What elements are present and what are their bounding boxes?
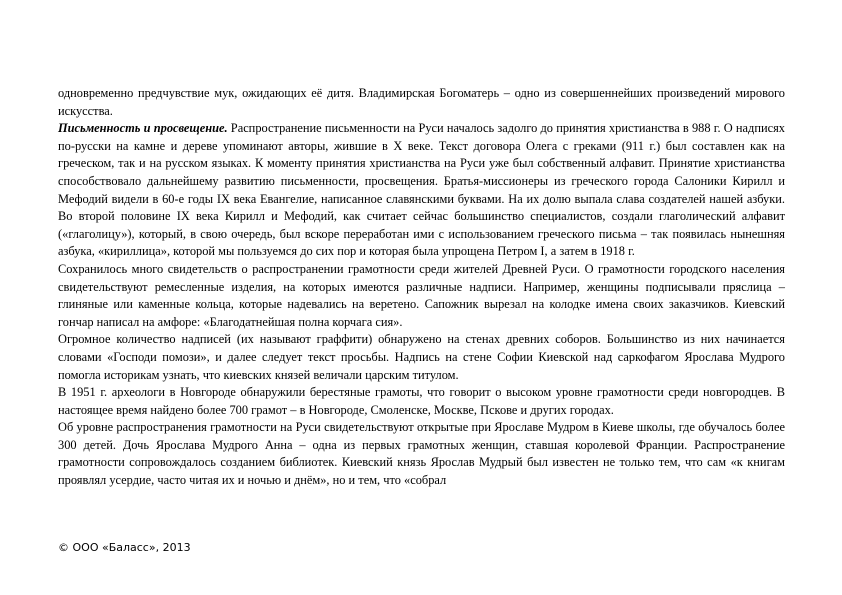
paragraph: одновременно предчувствие мук, ожидающих её дитя. Владимирская Богоматерь – одно из совершеннейших произведений мирового искусства. [58,86,785,118]
paragraph: В 1951 г. археологи в Новгороде обнаружили берестяные грамоты, что говорит о высоком уровне грамотности среди новгородцев. В настоящее время найдено более 700 грамот – в Новгороде, Смоленске, Москве, Пскове и других городах. [58,385,785,417]
document-body [58,85,785,490]
paragraph [58,120,785,261]
paragraph-text: Распространение письменности на Руси началось задолго до принятия христианства в 988 г. О надписях по-русски на камне и дереве упоминают авторы, жившие в X веке. Текст договора Олега с греками (911 г.) был составлен как на греческом, так и на русском языках. К моменту принятия христианства на Руси уже был собственный алфавит. Принятие христианства способствовало дальнейшему развитию письменности, просвещения. Братья-миссионеры из греческого города Салоники Кирилл и Мефодий видели в 60-е годы IX века Евангелие, написанное славянскими буквами. На их долю выпала слава создателей нашей азбуки. Во второй половине IX века Кирилл и Мефодий, как считает сейчас большинство специалистов, создали глаголический алфавит («глаголицу»), который, в свою очередь, был вскоре переработан ими с использованием греческого письма – так появилась нынешняя азбука, «кириллица», которой мы пользуемся до сих пор и которая была упрощена Петром I, а затем в 1918 г. [58,121,786,259]
paragraph: Об уровне распространения грамотности на Руси свидетельствуют открытые при Ярославе Мудром в Киеве школы, где обучалось более 300 детей. Дочь Ярослава Мудрого Анна – одна из первых грамотных женщин, ставшая королевой Франции. Распространение грамотности сопровождалось созданием библиотек. Киевский князь Ярослав Мудрый был известен не только тем, что сам «к книгам проявлял усердие, часто читая их и ночью и днём», но и тем, что «собрал [58,420,785,488]
paragraph: Сохранилось много свидетельств о распространении грамотности среди жителей Древней Руси. О грамотности городского населения свидетельствуют ремесленные изделия, на которых имеются различные надписи. Например, женщины подписывали пряслица – глиняные или каменные кольца, которые надевались на веретено. Сапожник вырезал на колодке имена своих заказчиков. Киевский гончар написал на амфоре: «Благодатнейшая полна корчага сия». [58,261,785,329]
paragraph: Огромное количество надписей (их называют граффити) обнаружено на стенах древних соборов. Большинство из них начинается словами «Господи помози», и далее следует текст просьбы. Надпись на стене Софии Киевской над саркофагом Ярослава Мудрого помогла историкам узнать, что киевских князей величали царским титулом. [58,332,785,382]
copyright-footer: © ООО «Баласс», 2013 [58,541,191,554]
section-heading: Письменность и просвещение. [58,121,228,136]
